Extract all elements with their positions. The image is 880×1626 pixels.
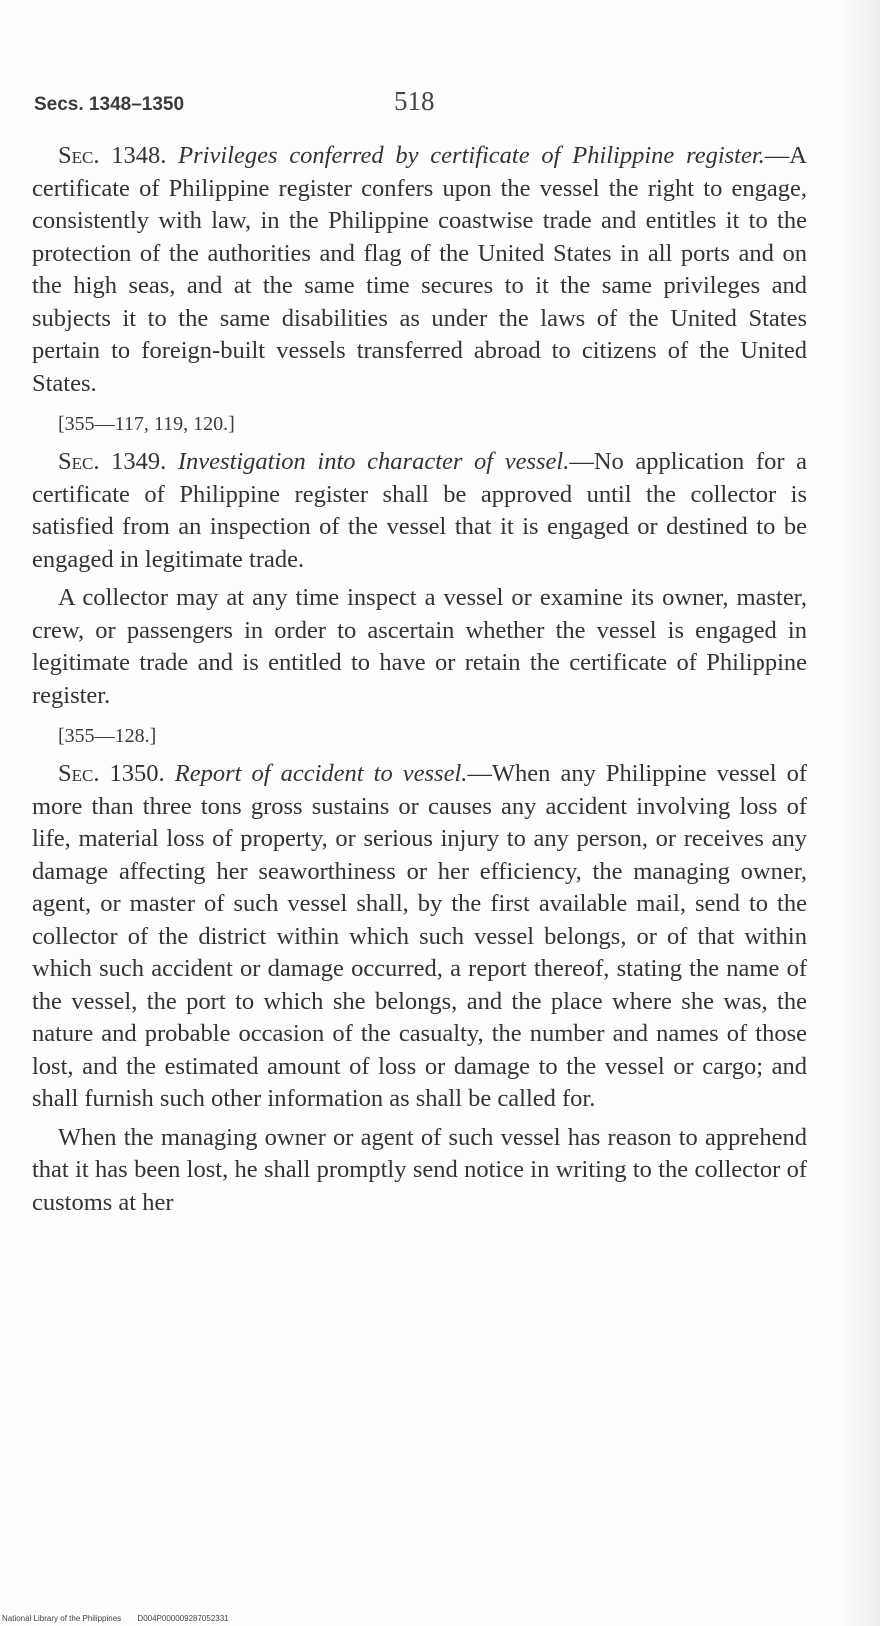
section-1349-second-paragraph: A collector may at any time inspect a vessel or examine its owner, master, crew, or passengers in order to ascertain whether the vessel is engaged in legitimate trade and is entitled to have or retain the certificate of Philippine register.: [32, 584, 807, 709]
section-range: Secs. 1348–1350: [34, 94, 185, 115]
footer-library: National Library of the Philippines: [2, 1614, 122, 1623]
section-1349-label: Sec. 1349.: [58, 448, 167, 475]
page-number: 518: [394, 86, 435, 116]
section-1350-label: Sec. 1350.: [58, 760, 165, 787]
running-header: [34, 86, 814, 126]
section-1348-paragraph: [32, 140, 807, 400]
footer-identifier: D004P000009287052331: [137, 1614, 229, 1623]
body-text: [32, 140, 807, 1219]
section-1348-text: —A certificate of Philippine register confers upon the vessel the right to engage, consistently with law, in the Philippine coastwise trade and entitles it to the protection of the authorities and flag of the United States in all ports and on the high seas, and at the same time secures to it the same privileges and subjects it to the same disabilities as under the laws of the United States pertain to foreign-built vessels transferred abroad to citizens of the United States.: [32, 142, 807, 397]
section-1348-title: Privileges conferred by certificate of Philippine register.: [178, 142, 765, 169]
section-1349-text: —No application for a certificate of Philippine register shall be approved until the collector is satisfied from an inspection of the vessel that it is engaged or destined to be engaged in legitimate trade.: [32, 448, 807, 573]
section-1350-second-paragraph: When the managing owner or agent of such vessel has reason to apprehend that it has been lost, he shall promptly send notice in writing to the collector of customs at her: [32, 1123, 807, 1216]
section-1348-label: Sec. 1348.: [58, 142, 167, 169]
scan-footer: [2, 1614, 243, 1623]
section-1349-citation: [355—128.]: [58, 725, 157, 747]
section-1349-title: Investigation into character of vessel.: [177, 448, 570, 475]
section-1348-citation: [355—117, 119, 120.]: [58, 413, 235, 435]
section-1350-paragraph: [32, 758, 807, 1116]
section-1350-title: Report of accident to vessel.: [174, 760, 468, 787]
section-1350-text: —When any Philippine vessel of more than three tons gross sustains or causes any accident involving loss of life, material loss of property, or serious injury to any person, or receives any damage affecting her seaworthiness or her efficiency, the managing owner, agent, or master of such vessel shall, by the first available mail, send to the collector of the district within which such vessel belongs, or of that within which such accident or damage occurred, a report thereof, stating the name of the vessel, the port to which she belongs, and the place where she was, the nature and probable occasion of the casualty, the number and names of those lost, and the estimated amount of loss or damage to the vessel or cargo; and shall furnish such other information as shall be called for.: [32, 760, 808, 1112]
page-edge-shadow: [842, 0, 880, 1626]
section-1349-paragraph: [32, 446, 807, 576]
